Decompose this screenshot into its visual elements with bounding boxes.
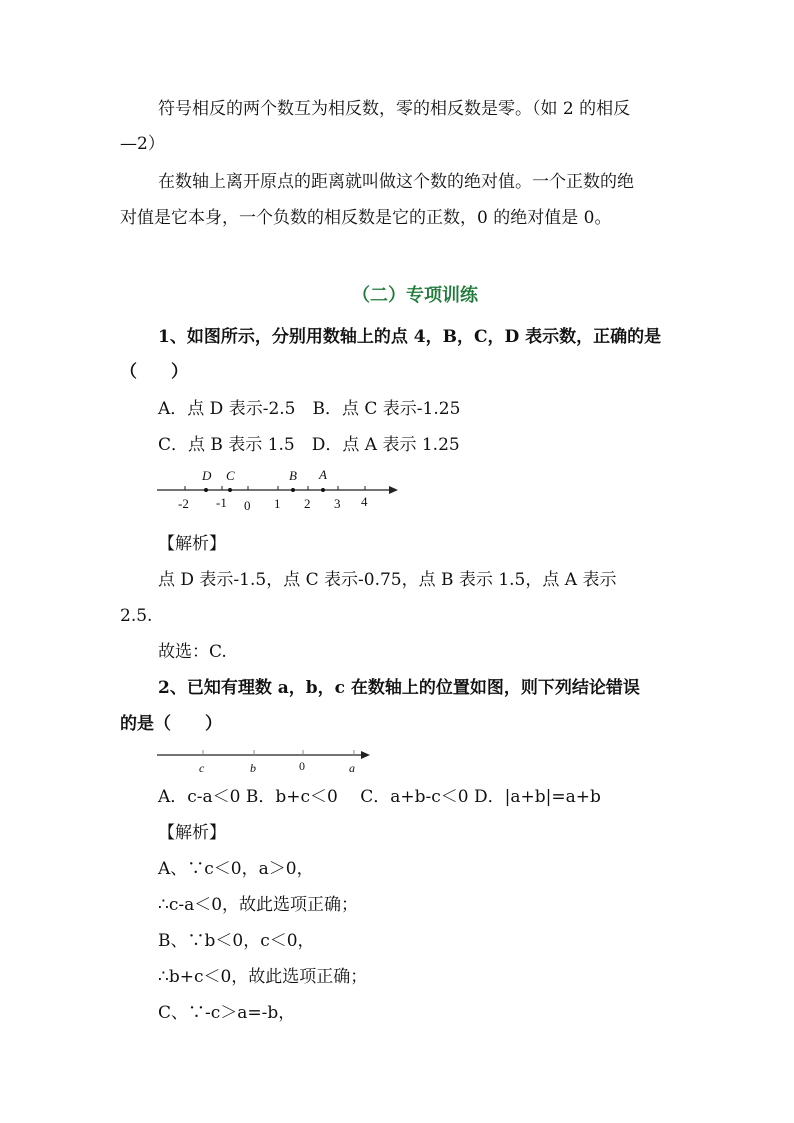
tick-label: 4	[361, 494, 368, 509]
analysis-label: 【解析】	[158, 823, 226, 843]
point-b	[291, 488, 295, 492]
tick-label: -1	[216, 495, 227, 510]
axis-arrow	[361, 751, 370, 759]
analysis-line: A、∵c＜0，a＞0，	[158, 859, 314, 879]
analysis-line: C、∵-c＞a=-b，	[158, 1003, 296, 1023]
definition-line: —2）	[120, 134, 165, 154]
tick-label: 1	[274, 496, 281, 511]
question-stem: 1、如图所示，分别用数轴上的点 4，B，C，D 表示数，正确的是	[158, 327, 662, 347]
point-label: a	[349, 761, 355, 775]
axis-arrow	[389, 486, 398, 494]
options-line: C．点 B 表示 1.5 D．点 A 表示 1.25	[158, 435, 460, 455]
point-d	[204, 488, 208, 492]
analysis-line: 点 D 表示-1.5，点 C 表示-0.75，点 B 表示 1.5，点 A 表示	[158, 570, 617, 590]
point-label: C	[226, 468, 235, 483]
analysis-label: 【解析】	[158, 534, 226, 554]
tick-label: 2	[304, 496, 311, 511]
options-line: A．点 D 表示-2.5 B．点 C 表示-1.25	[158, 399, 461, 419]
definition-line: 在数轴上离开原点的距离就叫做这个数的绝对值。一个正数的绝	[158, 172, 634, 192]
point-a	[321, 488, 325, 492]
tick-label: 0	[244, 498, 251, 513]
tick-label: 3	[334, 496, 341, 511]
answer-line: 故选：C.	[158, 642, 227, 662]
point-c	[228, 488, 232, 492]
question-stem: （ ）	[120, 362, 188, 382]
point-label: b	[250, 761, 256, 775]
question-stem: 2、已知有理数 a，b，c 在数轴上的位置如图，则下列结论错误	[158, 678, 640, 698]
number-line-figure-2	[150, 745, 380, 777]
definition-line: 对值是它本身，一个负数的相反数是它的正数，0 的绝对值是 0。	[120, 208, 612, 228]
point-label: D	[202, 468, 212, 483]
definition-line: 符号相反的两个数互为相反数，零的相反数是零。（如 2 的相反	[158, 99, 631, 119]
question-stem: 的是（ ）	[120, 714, 222, 734]
point-label: B	[289, 468, 297, 483]
tick-label: -2	[178, 496, 189, 511]
section-title: （二）专项训练	[352, 285, 478, 306]
number-line-figure-1	[150, 462, 410, 520]
analysis-line: B、∵b＜0，c＜0，	[158, 931, 315, 951]
point-label: A	[319, 467, 327, 482]
point-label: 0	[299, 759, 305, 773]
analysis-line: 2.5.	[120, 606, 153, 626]
options-line: A．c-a＜0 B．b+c＜0 C．a+b-c＜0 D．|a+b|=a+b	[158, 787, 601, 807]
analysis-line: ∴b+c＜0，故此选项正确；	[158, 967, 368, 987]
point-label: c	[199, 761, 205, 775]
analysis-line: ∴c-a＜0，故此选项正确；	[158, 895, 359, 915]
